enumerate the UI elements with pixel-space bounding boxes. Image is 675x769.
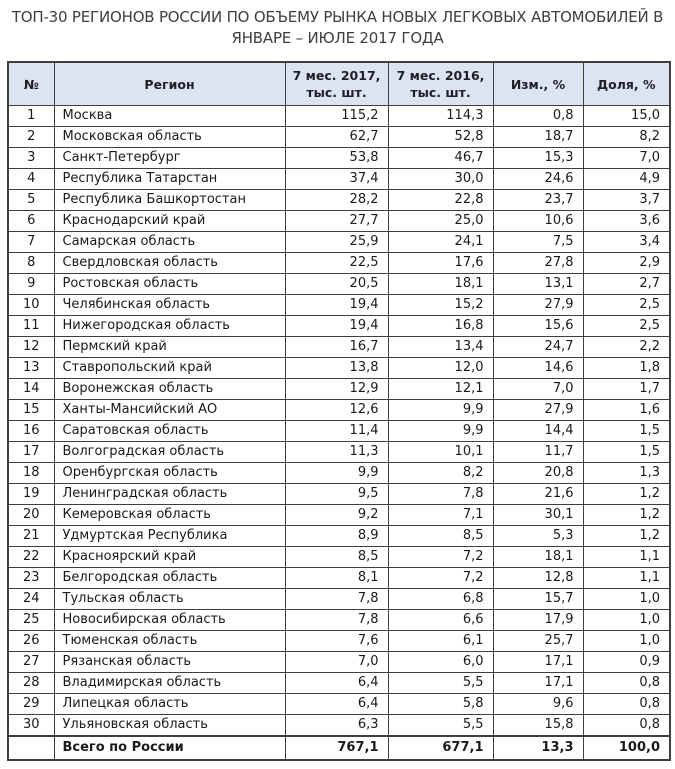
total-2016: 677,1 — [388, 736, 493, 760]
cell-2017: 12,9 — [285, 379, 388, 400]
cell-2016: 5,5 — [388, 715, 493, 737]
table-row — [8, 169, 670, 190]
cell-share: 2,2 — [583, 337, 670, 358]
cell-rank: 7 — [8, 232, 54, 253]
cell-rank: 2 — [8, 127, 54, 148]
cell-2017: 6,4 — [285, 694, 388, 715]
cell-2017: 25,9 — [285, 232, 388, 253]
page-title — [0, 0, 675, 49]
table-row — [8, 463, 670, 484]
cell-region: Ставропольский край — [54, 358, 285, 379]
total-share: 100,0 — [583, 736, 670, 760]
table-row — [8, 631, 670, 652]
cell-region: Новосибирская область — [54, 610, 285, 631]
cell-region: Удмуртская Республика — [54, 526, 285, 547]
cell-region: Пермский край — [54, 337, 285, 358]
cell-change: 15,3 — [493, 148, 583, 169]
cell-2016: 8,2 — [388, 463, 493, 484]
cell-share: 1,8 — [583, 358, 670, 379]
cell-2017: 7,8 — [285, 589, 388, 610]
cell-share: 4,9 — [583, 169, 670, 190]
cell-rank: 24 — [8, 589, 54, 610]
cell-change: 27,9 — [493, 295, 583, 316]
cell-rank: 27 — [8, 652, 54, 673]
cell-rank: 13 — [8, 358, 54, 379]
cell-rank: 4 — [8, 169, 54, 190]
cell-2017: 37,4 — [285, 169, 388, 190]
cell-region: Ханты-Мансийский АО — [54, 400, 285, 421]
col-header-2016: 7 мес. 2016, тыс. шт. — [388, 62, 493, 106]
cell-change: 17,1 — [493, 652, 583, 673]
cell-2017: 12,6 — [285, 400, 388, 421]
table-row — [8, 589, 670, 610]
cell-2016: 5,8 — [388, 694, 493, 715]
cell-change: 18,7 — [493, 127, 583, 148]
cell-2017: 6,4 — [285, 673, 388, 694]
col-header-region: Регион — [54, 62, 285, 106]
cell-share: 1,2 — [583, 526, 670, 547]
cell-share: 1,2 — [583, 484, 670, 505]
cell-2017: 53,8 — [285, 148, 388, 169]
cell-change: 17,9 — [493, 610, 583, 631]
cell-change: 12,8 — [493, 568, 583, 589]
cell-region: Челябинская область — [54, 295, 285, 316]
cell-change: 27,9 — [493, 400, 583, 421]
table-row — [8, 547, 670, 568]
cell-share: 1,0 — [583, 589, 670, 610]
col-header-2017: 7 мес. 2017, тыс. шт. — [285, 62, 388, 106]
cell-rank: 21 — [8, 526, 54, 547]
cell-change: 7,0 — [493, 379, 583, 400]
cell-2017: 6,3 — [285, 715, 388, 737]
page-title-line2: ЯНВАРЕ – ИЮЛЕ 2017 ГОДА — [231, 29, 444, 47]
cell-region: Оренбургская область — [54, 463, 285, 484]
table-row — [8, 337, 670, 358]
cell-2016: 13,4 — [388, 337, 493, 358]
cell-region: Ростовская область — [54, 274, 285, 295]
cell-2017: 27,7 — [285, 211, 388, 232]
cell-change: 27,8 — [493, 253, 583, 274]
cell-change: 21,6 — [493, 484, 583, 505]
cell-region: Республика Татарстан — [54, 169, 285, 190]
cell-share: 2,7 — [583, 274, 670, 295]
cell-change: 14,4 — [493, 421, 583, 442]
cell-region: Рязанская область — [54, 652, 285, 673]
col-header-rank: № — [8, 62, 54, 106]
cell-rank: 18 — [8, 463, 54, 484]
col-header-share: Доля, % — [583, 62, 670, 106]
cell-share: 1,0 — [583, 631, 670, 652]
cell-change: 15,7 — [493, 589, 583, 610]
cell-change: 5,3 — [493, 526, 583, 547]
table-row — [8, 442, 670, 463]
cell-rank: 30 — [8, 715, 54, 737]
table-row — [8, 379, 670, 400]
cell-rank: 9 — [8, 274, 54, 295]
cell-share: 2,9 — [583, 253, 670, 274]
table-row — [8, 253, 670, 274]
cell-2016: 16,8 — [388, 316, 493, 337]
cell-rank: 19 — [8, 484, 54, 505]
cell-2016: 6,1 — [388, 631, 493, 652]
col-header-change: Изм., % — [493, 62, 583, 106]
table-row — [8, 316, 670, 337]
cell-region: Владимирская область — [54, 673, 285, 694]
cell-2017: 8,1 — [285, 568, 388, 589]
cell-share: 15,0 — [583, 106, 670, 127]
cell-region: Ленинградская область — [54, 484, 285, 505]
cell-share: 2,5 — [583, 295, 670, 316]
cell-share: 0,9 — [583, 652, 670, 673]
cell-2017: 62,7 — [285, 127, 388, 148]
cell-rank: 12 — [8, 337, 54, 358]
cell-rank: 22 — [8, 547, 54, 568]
cell-rank: 20 — [8, 505, 54, 526]
table-row — [8, 400, 670, 421]
cell-2017: 13,8 — [285, 358, 388, 379]
cell-2016: 12,1 — [388, 379, 493, 400]
cell-share: 0,8 — [583, 694, 670, 715]
cell-share: 2,5 — [583, 316, 670, 337]
table-row — [8, 295, 670, 316]
cell-2016: 6,0 — [388, 652, 493, 673]
cell-2016: 7,1 — [388, 505, 493, 526]
cell-2017: 19,4 — [285, 316, 388, 337]
cell-region: Ульяновская область — [54, 715, 285, 737]
cell-2017: 9,9 — [285, 463, 388, 484]
cell-change: 24,6 — [493, 169, 583, 190]
table-header-row — [8, 62, 670, 106]
cell-region: Красноярский край — [54, 547, 285, 568]
cell-share: 7,0 — [583, 148, 670, 169]
total-change: 13,3 — [493, 736, 583, 760]
table-row — [8, 358, 670, 379]
cell-rank: 10 — [8, 295, 54, 316]
total-2017: 767,1 — [285, 736, 388, 760]
cell-2016: 18,1 — [388, 274, 493, 295]
cell-2016: 6,6 — [388, 610, 493, 631]
cell-2016: 9,9 — [388, 421, 493, 442]
cell-region: Санкт-Петербург — [54, 148, 285, 169]
cell-share: 1,0 — [583, 610, 670, 631]
cell-2016: 7,2 — [388, 547, 493, 568]
cell-2016: 24,1 — [388, 232, 493, 253]
cell-2016: 7,2 — [388, 568, 493, 589]
cell-change: 15,6 — [493, 316, 583, 337]
cell-2016: 9,9 — [388, 400, 493, 421]
cell-change: 7,5 — [493, 232, 583, 253]
data-table — [7, 61, 671, 761]
cell-rank: 14 — [8, 379, 54, 400]
cell-share: 3,6 — [583, 211, 670, 232]
cell-change: 20,8 — [493, 463, 583, 484]
cell-share: 1,1 — [583, 568, 670, 589]
cell-region: Кемеровская область — [54, 505, 285, 526]
table-row — [8, 190, 670, 211]
cell-2016: 17,6 — [388, 253, 493, 274]
cell-2017: 20,5 — [285, 274, 388, 295]
cell-share: 1,2 — [583, 505, 670, 526]
cell-share: 1,3 — [583, 463, 670, 484]
cell-2016: 30,0 — [388, 169, 493, 190]
cell-2016: 5,5 — [388, 673, 493, 694]
table-row — [8, 148, 670, 169]
cell-region: Нижегородская область — [54, 316, 285, 337]
cell-region: Республика Башкортостан — [54, 190, 285, 211]
cell-change: 17,1 — [493, 673, 583, 694]
table-row — [8, 652, 670, 673]
cell-change: 10,6 — [493, 211, 583, 232]
cell-rank: 28 — [8, 673, 54, 694]
total-rank-empty — [8, 736, 54, 760]
cell-2016: 12,0 — [388, 358, 493, 379]
cell-2016: 6,8 — [388, 589, 493, 610]
cell-share: 0,8 — [583, 673, 670, 694]
cell-region: Воронежская область — [54, 379, 285, 400]
cell-rank: 17 — [8, 442, 54, 463]
cell-change: 23,7 — [493, 190, 583, 211]
cell-2017: 19,4 — [285, 295, 388, 316]
cell-region: Москва — [54, 106, 285, 127]
cell-change: 9,6 — [493, 694, 583, 715]
cell-share: 1,5 — [583, 442, 670, 463]
cell-change: 11,7 — [493, 442, 583, 463]
cell-2016: 22,8 — [388, 190, 493, 211]
cell-rank: 6 — [8, 211, 54, 232]
table-row — [8, 526, 670, 547]
cell-2017: 115,2 — [285, 106, 388, 127]
cell-2017: 22,5 — [285, 253, 388, 274]
cell-share: 1,5 — [583, 421, 670, 442]
total-label: Всего по России — [54, 736, 285, 760]
table-row — [8, 610, 670, 631]
cell-region: Краснодарский край — [54, 211, 285, 232]
cell-2017: 11,4 — [285, 421, 388, 442]
cell-rank: 5 — [8, 190, 54, 211]
table-row — [8, 211, 670, 232]
cell-rank: 25 — [8, 610, 54, 631]
cell-2016: 46,7 — [388, 148, 493, 169]
table-row — [8, 106, 670, 127]
cell-share: 1,6 — [583, 400, 670, 421]
cell-rank: 11 — [8, 316, 54, 337]
cell-rank: 8 — [8, 253, 54, 274]
cell-change: 18,1 — [493, 547, 583, 568]
cell-region: Волгоградская область — [54, 442, 285, 463]
cell-2017: 16,7 — [285, 337, 388, 358]
cell-2016: 52,8 — [388, 127, 493, 148]
cell-change: 30,1 — [493, 505, 583, 526]
cell-region: Липецкая область — [54, 694, 285, 715]
cell-2017: 8,5 — [285, 547, 388, 568]
cell-share: 3,4 — [583, 232, 670, 253]
cell-rank: 23 — [8, 568, 54, 589]
cell-2016: 25,0 — [388, 211, 493, 232]
table-row — [8, 274, 670, 295]
cell-change: 25,7 — [493, 631, 583, 652]
table-row — [8, 127, 670, 148]
table-row — [8, 715, 670, 737]
cell-2017: 9,2 — [285, 505, 388, 526]
cell-region: Самарская область — [54, 232, 285, 253]
cell-region: Тульская область — [54, 589, 285, 610]
cell-region: Белгородская область — [54, 568, 285, 589]
cell-2017: 9,5 — [285, 484, 388, 505]
cell-2016: 7,8 — [388, 484, 493, 505]
cell-2017: 7,6 — [285, 631, 388, 652]
cell-2016: 8,5 — [388, 526, 493, 547]
cell-2016: 15,2 — [388, 295, 493, 316]
cell-share: 3,7 — [583, 190, 670, 211]
total-row — [8, 736, 670, 760]
cell-2017: 8,9 — [285, 526, 388, 547]
table-row — [8, 673, 670, 694]
cell-rank: 16 — [8, 421, 54, 442]
cell-2016: 10,1 — [388, 442, 493, 463]
cell-region: Московская область — [54, 127, 285, 148]
cell-region: Тюменская область — [54, 631, 285, 652]
cell-rank: 29 — [8, 694, 54, 715]
cell-region: Саратовская область — [54, 421, 285, 442]
cell-change: 15,8 — [493, 715, 583, 737]
table-row — [8, 421, 670, 442]
cell-change: 14,6 — [493, 358, 583, 379]
cell-share: 8,2 — [583, 127, 670, 148]
cell-rank: 3 — [8, 148, 54, 169]
cell-2017: 11,3 — [285, 442, 388, 463]
cell-2017: 7,0 — [285, 652, 388, 673]
cell-2017: 7,8 — [285, 610, 388, 631]
table-row — [8, 694, 670, 715]
cell-rank: 15 — [8, 400, 54, 421]
cell-share: 1,1 — [583, 547, 670, 568]
cell-2017: 28,2 — [285, 190, 388, 211]
cell-region: Свердловская область — [54, 253, 285, 274]
page-title-line1: ТОП-30 РЕГИОНОВ РОССИИ ПО ОБЪЕМУ РЫНКА НОВЫХ ЛЕГКОВЫХ АВТОМОБИЛЕЙ В — [11, 8, 664, 26]
table-row — [8, 232, 670, 253]
cell-share: 1,7 — [583, 379, 670, 400]
cell-rank: 1 — [8, 106, 54, 127]
cell-rank: 26 — [8, 631, 54, 652]
cell-change: 13,1 — [493, 274, 583, 295]
cell-2016: 114,3 — [388, 106, 493, 127]
cell-change: 24,7 — [493, 337, 583, 358]
table-row — [8, 568, 670, 589]
cell-change: 0,8 — [493, 106, 583, 127]
table-row — [8, 484, 670, 505]
table-row — [8, 505, 670, 526]
table-body — [8, 106, 670, 737]
cell-share: 0,8 — [583, 715, 670, 737]
